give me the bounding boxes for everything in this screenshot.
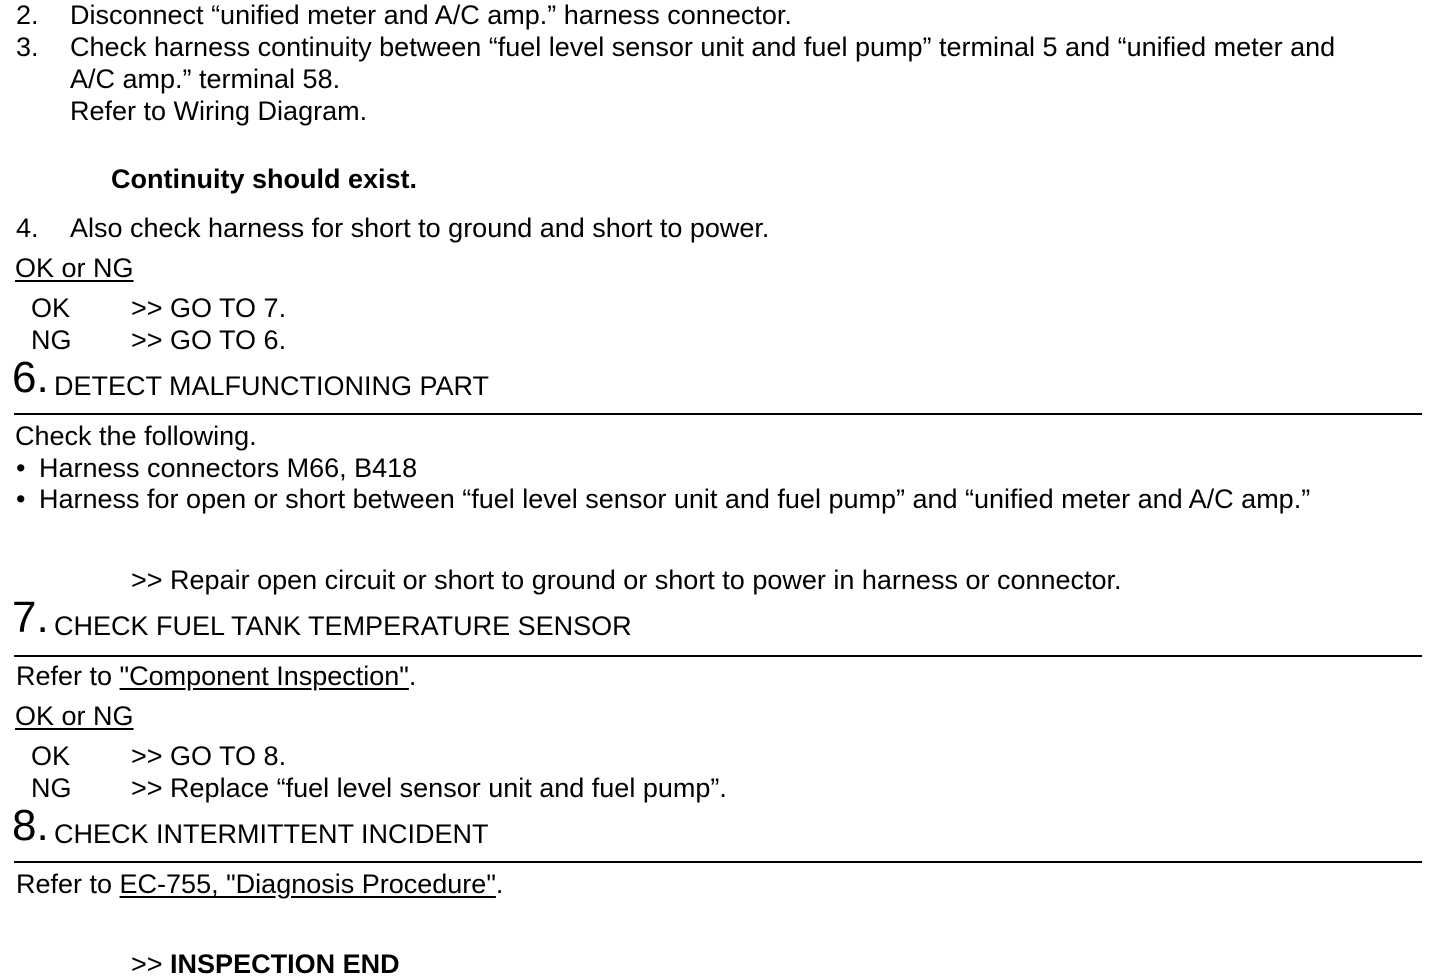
step-2-text: Disconnect “unified meter and A/C amp.” harness connector. [70, 0, 792, 30]
ok-label: OK [31, 741, 71, 771]
refer-prefix: Refer to [16, 869, 120, 899]
step-4-text: Also check harness for short to ground and short to power. [70, 213, 770, 243]
step-3-text-line1: Check harness continuity between “fuel level sensor unit and fuel pump” terminal 5 and “unified meter and [70, 32, 1336, 62]
ng-label: NG [31, 773, 72, 803]
step-8-number: 8. [12, 801, 49, 850]
step-7-title: CHECK FUEL TANK TEMPERATURE SENSOR [54, 611, 632, 641]
step-6-bullet-2: Harness for open or short between “fuel level sensor unit and fuel pump” and “unified meter and A/C amp.” [39, 484, 1311, 514]
ng-label: NG [31, 325, 72, 355]
bullet-icon: • [16, 453, 26, 483]
ok-or-ng-heading: OK or NG [15, 701, 134, 731]
step-6-bullet-1: Harness connectors M66, B418 [39, 453, 418, 483]
step-6-number: 6. [12, 353, 49, 402]
step-4-number: 4. [16, 213, 39, 243]
ng-action: >> GO TO 6. [131, 325, 287, 355]
step-8-refer [16, 871, 503, 898]
step-6-action: >> Repair open circuit or short to ground or short to power in harness or connector. [131, 565, 1122, 595]
ok-action: >> GO TO 8. [131, 741, 287, 771]
step-6-divider [14, 413, 1422, 415]
step-6-title: DETECT MALFUNCTIONING PART [54, 371, 490, 401]
ng-action: >> Replace “fuel level sensor unit and fuel pump”. [131, 773, 727, 803]
step-6-intro: Check the following. [15, 421, 257, 451]
step-2-number: 2. [16, 0, 39, 30]
component-inspection-link[interactable]: "Component Inspection" [119, 661, 409, 691]
refer-suffix: . [495, 869, 504, 899]
step-7-divider [14, 655, 1422, 657]
ok-or-ng-heading: OK or NG [15, 253, 134, 283]
action-prefix: >> [131, 949, 171, 979]
step-3-text-line3: Refer to Wiring Diagram. [70, 96, 368, 126]
refer-prefix: Refer to [16, 661, 120, 691]
step-7-refer [16, 663, 416, 690]
diagnosis-procedure-link[interactable]: EC-755, "Diagnosis Procedure" [119, 869, 496, 899]
step-8-title: CHECK INTERMITTENT INCIDENT [54, 819, 489, 849]
inspection-end-label: INSPECTION END [170, 949, 400, 979]
ok-action: >> GO TO 7. [131, 293, 287, 323]
step-8-divider [14, 861, 1422, 863]
ok-label: OK [31, 293, 71, 323]
continuity-note: Continuity should exist. [111, 164, 418, 194]
step-7-number: 7. [12, 593, 49, 642]
step-8-action [131, 951, 400, 978]
step-3-text-line2: A/C amp.” terminal 58. [70, 64, 341, 94]
bullet-icon: • [16, 484, 26, 514]
refer-suffix: . [408, 661, 417, 691]
step-3-number: 3. [16, 32, 39, 62]
